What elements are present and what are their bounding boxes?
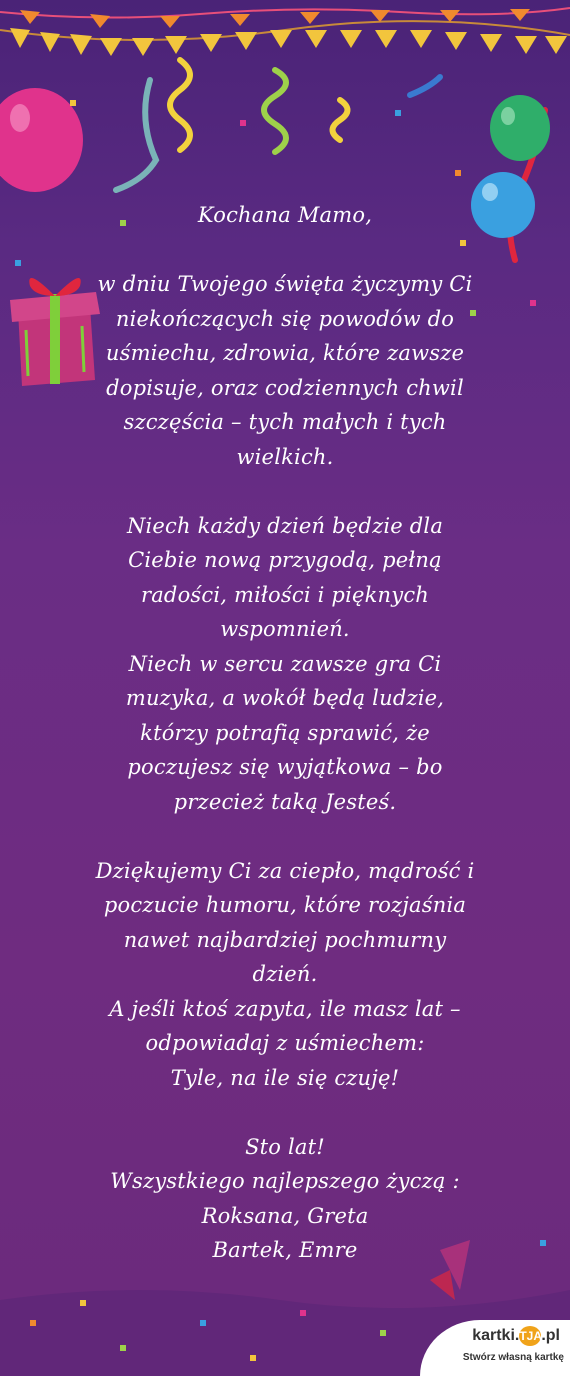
wish-line: szczęścia – tych małych i tych [123, 410, 447, 434]
logo-wordmark [472, 1326, 560, 1346]
closing-line: Sto lat! [245, 1134, 325, 1159]
wish-line: Niech każdy dzień będzie dla [126, 513, 444, 538]
wish-line: Niech w sercu zawsze gra Ci [128, 651, 442, 676]
wish-line: muzyka, a wokół będą ludzie, [125, 686, 445, 710]
wish-line: niekończących się powodów do [115, 306, 455, 331]
wish-line: odpowiadaj z uśmiechem: [145, 1031, 425, 1055]
closing-line: Wszystkiego najlepszego życzą : [110, 1169, 460, 1193]
logo-suffix: .pl [541, 1327, 560, 1344]
wish-line: Tyle, na ile się czuję! [170, 1065, 400, 1090]
signature-line: Roksana, Greta [201, 1203, 369, 1228]
card-message [60, 198, 510, 1268]
wish-line: nawet najbardziej pochmurny [123, 927, 447, 952]
wish-line: którzy potrafią sprawić, że [140, 720, 430, 745]
balloon-icon [490, 95, 550, 161]
wish-line: wspomnień. [220, 617, 350, 641]
bunting-flags [0, 8, 570, 56]
logo-prefix: kartki. [472, 1327, 520, 1344]
wish-line: poczucie humoru, które rozjaśnia [103, 893, 467, 917]
greeting-line: Kochana Mamo, [197, 203, 373, 227]
wish-line: radości, miłości i pięknych [140, 582, 430, 607]
wish-line: uśmiechu, zdrowia, które zawsze [105, 341, 465, 365]
logo-tagline: Stwórz własną kartkę [462, 1352, 564, 1363]
wish-line: wielkich. [236, 444, 334, 469]
wish-line: dzień. [252, 962, 318, 986]
wish-line: przecież taką Jesteś. [173, 789, 397, 814]
wish-line: Dziękujemy Ci za ciepło, mądrość i [95, 858, 475, 883]
wish-line: dopisuje, oraz codziennych chwil [106, 375, 464, 400]
wish-line: Ciebie nową przygodą, pełną [128, 548, 442, 572]
wish-line: poczujesz się wyjątkowa – bo [127, 755, 443, 779]
signature-line: Bartek, Emre [212, 1238, 358, 1262]
wish-line: A jeśli ktoś zapyta, ile masz lat – [109, 996, 461, 1021]
logo-badge: TJA [519, 1326, 541, 1346]
wish-line: w dniu Twojego święta życzymy Ci [97, 272, 473, 296]
